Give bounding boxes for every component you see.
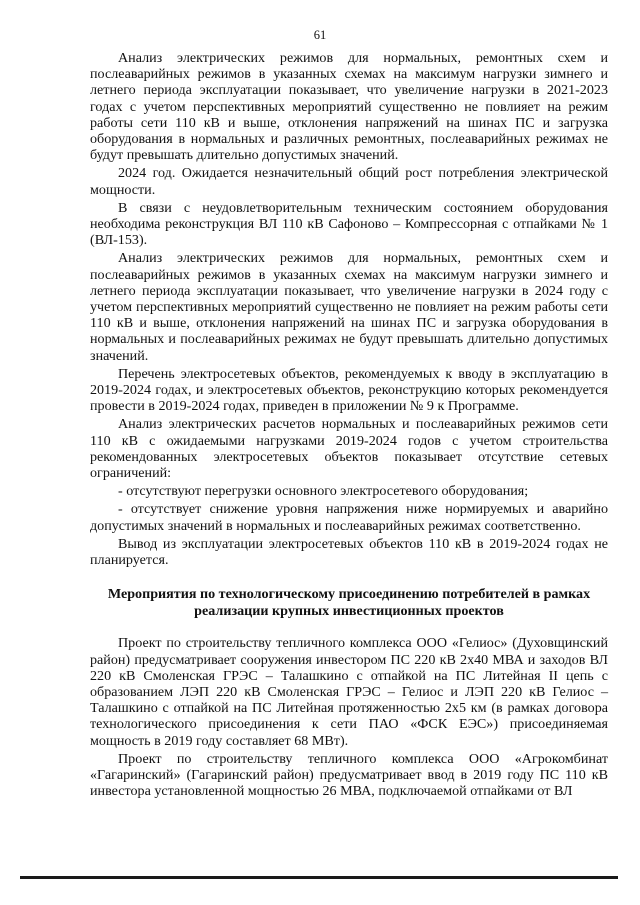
paragraph: Анализ электрических режимов для нормальных, ремонтных схем и послеаварийных режимов в указанных схемах на максимум нагрузки зимнего и летнего периода эксплуатации показывает, что увеличение нагрузки в 2021-2023 годах с учетом перспективных мероприятий существенно не повлияет на режим работы сети 110 кВ и выше, отклонения напряжений на шинах ПС и загрузка оборудования в нормальных и различных ремонтных, послеаварийных режимах не будут превышать длительно допустимых значений.	[90, 50, 608, 164]
paragraph: Проект по строительству тепличного комплекса ООО «Агрокомбинат «Гагаринский» (Гагаринский район) предусматривает ввод в 2019 году ПС 110 кВ инвестора установленной мощностью 26 МВА, подключаемой отпайками от ВЛ	[90, 750, 608, 800]
section-heading: Мероприятия по технологическому присоединению потребителей в рамках реализации крупных инвестиционных проектов	[107, 586, 591, 619]
page-number: 61	[313, 28, 327, 42]
paragraph: Проект по строительству тепличного комплекса ООО «Гелиос» (Духовщинский район) предусматривает сооружения инвестором ПС 220 кВ 2х40 МВА и заходов ВЛ 220 кВ Смоленская ГРЭС – Талашкино с отпайкой на ПС Литейная II цепь с образованием ЛЭП 220 кВ Смоленская ГРЭС – Гелиос и ЛЭП 220 кВ Гелиос – Талашкино с отпайкой на ПС Литейная протяженностью 2х5 км (в рамках договора технологического присоединения к сети ПАО «ФСК ЕЭС») присоединяемая мощность в 2019 году составляет 68 МВт).	[90, 635, 608, 749]
paragraph: Перечень электросетевых объектов, рекомендуемых к вводу в эксплуатацию в 2019-2024 годах, и электросетевых объектов, реконструкцию которых рекомендуется провести в 2019-2024 годах, приведен в приложении № 9 к Программе.	[90, 365, 608, 415]
paragraph: Вывод из эксплуатации электросетевых объектов 110 кВ в 2019-2024 годах не планируется.	[90, 535, 608, 569]
body-text	[90, 50, 608, 801]
paragraph: В связи с неудовлетворительным техническим состоянием оборудования необходима реконструкция ВЛ 110 кВ Сафоново – Компрессорная с отпайками № 1 (ВЛ-153).	[90, 199, 608, 249]
paragraph: Анализ электрических режимов для нормальных, ремонтных схем и послеаварийных режимов в указанных схемах на максимум нагрузки зимнего и летнего периода эксплуатации показывает, что увеличение нагрузки в 2024 году с учетом перспективных мероприятий существенно не повлияет на режим работы сети 110 кВ и выше, отклонения напряжений на шинах ПС и загрузка оборудования в нормальных и послеаварийных режимах не будут превышать длительно допустимых значений.	[90, 250, 608, 364]
paragraph: 2024 год. Ожидается незначительный общий рост потребления электрической мощности.	[90, 165, 608, 198]
list-item: - отсутствует снижение уровня напряжения ниже нормируемых и аварийно допустимых значений в нормальных и послеаварийных режимах соответственно.	[90, 501, 608, 534]
paragraph: Анализ электрических расчетов нормальных и послеаварийных режимов сети 110 кВ с ожидаемыми нагрузками 2019-2024 годов с учетом строительства рекомендованных электросетевых объектов показывает отсутствие сетевых ограничений:	[90, 416, 608, 482]
page-bottom-rule	[20, 876, 618, 879]
list-item: - отсутствуют перегрузки основного электросетевого оборудования;	[118, 483, 529, 500]
